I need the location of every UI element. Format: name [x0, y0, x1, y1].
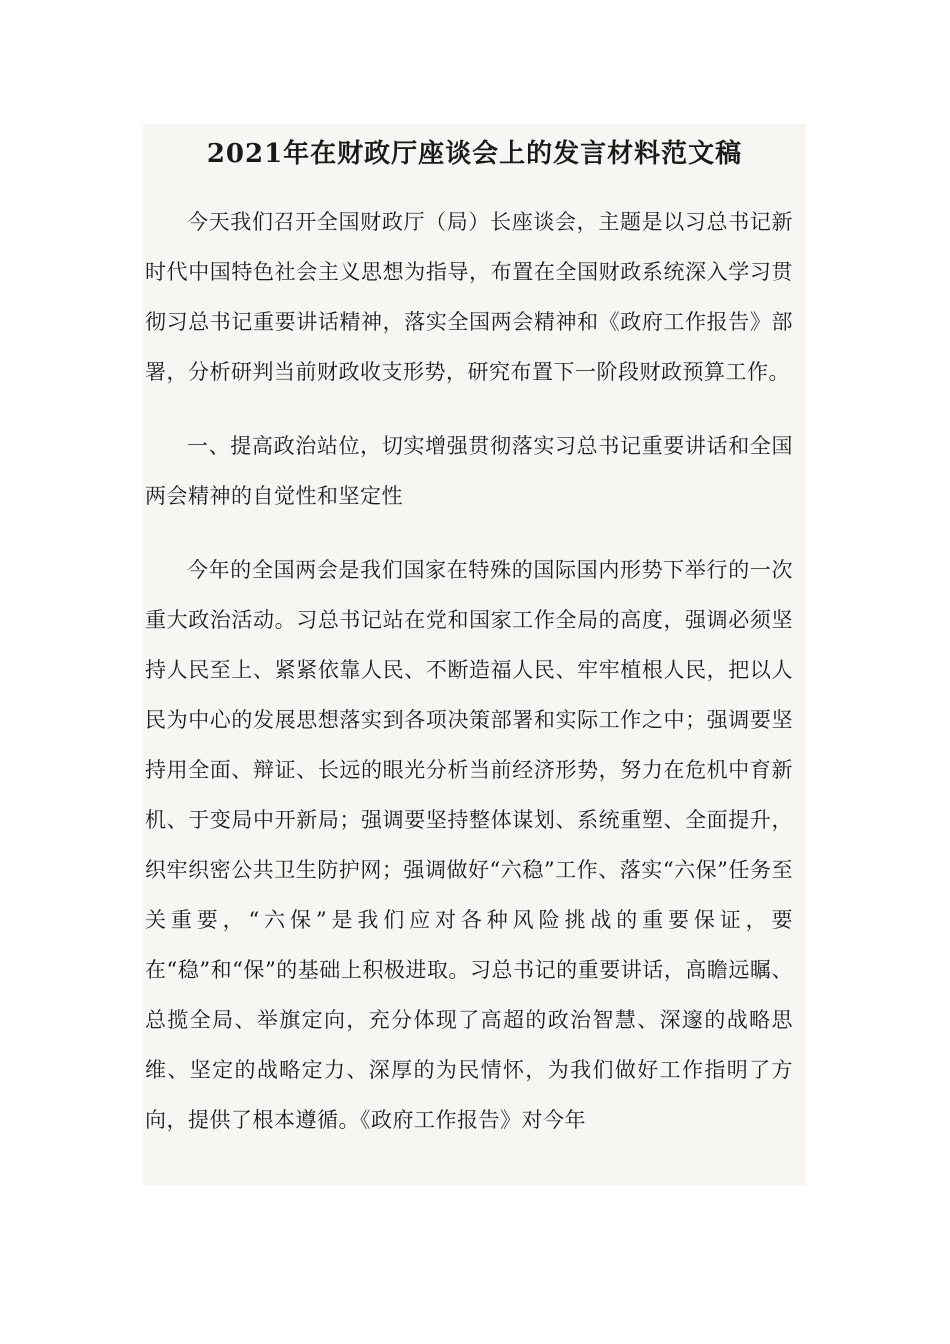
- section-heading-1: 一、提高政治站位，切实增强贯彻落实习总书记重要讲话和全国两会精神的自觉性和坚定性: [145, 434, 793, 508]
- document-body: [145, 197, 793, 1145]
- paragraph-intro: 今天我们召开全国财政厅（局）长座谈会，主题是以习总书记新时代中国特色社会主义思想为指导，布置在全国财政系统深入学习贯彻习总书记重要讲话精神，落实全国两会精神和《政府工作报告》部署，分析研判当前财政收支形势，研究布置下一阶段财政预算工作。: [145, 210, 793, 384]
- paragraph-section-1: 今年的全国两会是我们国家在特殊的国际国内形势下举行的一次重大政治活动。习总书记站在党和国家工作全局的高度，强调必须坚持人民至上、紧紧依靠人民、不断造福人民、牢牢植根人民，把以人民为中心的发展思想落实到各项决策部署和实际工作之中；强调要坚持用全面、辩证、长远的眼光分析当前经济形势，努力在危机中育新机、于变局中开新局；强调要坚持整体谋划、系统重塑、全面提升，织牢织密公共卫生防护网；强调做好“六稳”工作、落实“六保”任务至关重要，“六保”是我们应对各种风险挑战的重要保证，要在“稳”和“保”的基础上积极进取。习总书记的重要讲话，高瞻远瞩、总揽全局、举旗定向，充分体现了高超的政治智慧、深邃的战略思维、坚定的战略定力、深厚的为民情怀，为我们做好工作指明了方向，提供了根本遵循。《政府工作报告》对今年: [145, 558, 793, 1132]
- document-title: 2021年在财政厅座谈会上的发言材料范文稿: [206, 139, 743, 169]
